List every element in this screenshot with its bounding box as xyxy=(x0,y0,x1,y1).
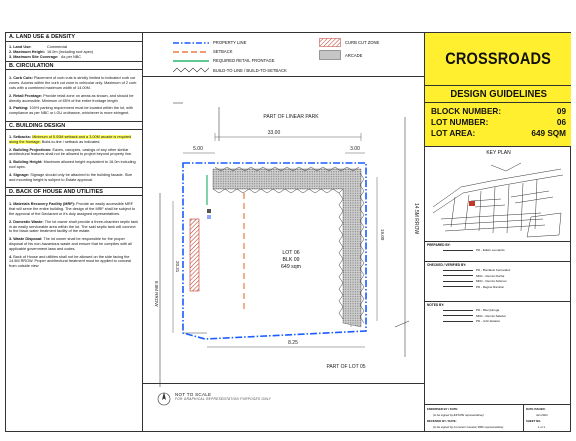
legend-retail-frontage-label: REQUIRED RETAIL FRONTAGE xyxy=(213,58,275,63)
setbacks-key: 1. Setbacks: xyxy=(9,134,32,139)
curb-cut-swatch xyxy=(319,38,341,47)
signatory-name: Dennis Rocha xyxy=(485,273,505,278)
blk-label: BLK 09 xyxy=(282,257,300,263)
signage-item xyxy=(9,173,139,183)
setbacks-text: Minimum of 5.00M setback and a 3.00M arcade is required along the frontage. xyxy=(9,134,132,144)
height-text: Maximum allowed height equivalent to 16.0m including roof apex. xyxy=(9,160,136,169)
signatory-name: Bonifacio Fernandez xyxy=(482,268,511,272)
dim-5-label: 5.00 xyxy=(193,146,203,152)
lot-number-value: 06 xyxy=(556,118,566,127)
curb-cuts-item xyxy=(9,76,139,90)
road-edge-right xyxy=(395,321,409,327)
block-number-label: BLOCK NUMBER: xyxy=(431,107,502,116)
block-number-value: 09 xyxy=(556,107,566,116)
build-to-line-swatch xyxy=(173,67,209,73)
projections-item xyxy=(9,148,139,158)
rrow-left-label: 8.0M RROW xyxy=(154,281,159,307)
signatory-line: MDC - Dennis Salazar xyxy=(425,314,571,320)
legend-property-line xyxy=(173,40,246,45)
arcade-swatch xyxy=(319,50,341,60)
curb-cuts-key: 1. Curb Cuts: xyxy=(9,76,33,81)
signage-key: 4. Signage: xyxy=(9,172,30,177)
site-coverage-row xyxy=(9,55,139,60)
prepared-by-label: PREPARED BY: xyxy=(427,243,451,247)
height-key: 3. Building Height: xyxy=(9,160,43,165)
build-to-line xyxy=(339,193,343,319)
noted-by xyxy=(425,301,571,325)
signatory-name: Regine Ramilon xyxy=(482,284,505,289)
retail-frontage-item xyxy=(9,94,139,104)
section-c-body xyxy=(6,130,142,187)
noted-by-label: NOTED BY: xyxy=(427,303,445,307)
mrf-item xyxy=(9,202,139,216)
legend-curb-cut xyxy=(319,38,379,47)
property-line-swatch xyxy=(173,41,209,45)
received-by-note: (to be signed by lot owner/ investor/ RBC representative) xyxy=(433,425,504,429)
boh-item xyxy=(9,255,139,269)
build-to-line xyxy=(213,189,343,193)
mrf-key: 1. Materials Recovery Facility (MRF): xyxy=(9,202,76,207)
project-title-box xyxy=(425,33,571,86)
endorsed-by-note: (to be signed by ESTATE representative) xyxy=(433,413,484,417)
signatory-line: PD - Regine Ramilon xyxy=(425,285,571,291)
signatory-name: Edwin Leonardo xyxy=(482,248,505,252)
legend-build-to-line-label: BUILD-TO LINE / BUILD-TO-SETBACK xyxy=(213,67,287,73)
lot-area-value: 649 SQM xyxy=(531,129,566,138)
waste-disposal-key: 3. Waste Disposal: xyxy=(9,237,43,242)
signatory-line: MDC - Dennis Soliman xyxy=(425,279,571,285)
land-use-value: Commercial xyxy=(47,45,68,49)
boh-key: 4. xyxy=(9,254,13,259)
dim-3-label: 3.00 xyxy=(350,146,360,152)
graphical-purposes-text: FOR GRAPHICAL REPRESENTATION PURPOSES ONLY xyxy=(175,397,272,401)
domestic-waste-text: The lot owner shall provide a three-chamber septic tank in an easily serviceable area within the lot. The said septic tank will connect to the black water treatment facility of the estate. xyxy=(9,219,139,234)
lot-area-label: LOT AREA: xyxy=(431,129,476,138)
signatory-line: PD - John Estacio xyxy=(425,319,571,325)
signatory-line: PD - Edwin Leonardo xyxy=(425,248,571,254)
signatory-line: PD - Bonifacio Fernandez xyxy=(425,268,571,274)
legend-setback-label: SETBACK xyxy=(213,49,233,54)
received-by-label: RECEIVED BY / DATE: xyxy=(427,419,457,423)
section-b-title: B. CIRCULATION xyxy=(6,61,142,70)
section-a-title: A. LAND USE & DENSITY xyxy=(6,33,142,42)
key-plan-map xyxy=(431,157,566,239)
site-plan-drawing xyxy=(143,77,424,397)
retail-frontage-text: Provide retail zone on areas as shown, and should be directly accessible. Minimum of 65% of the entire frontage length xyxy=(9,93,134,103)
section-d-body xyxy=(6,196,142,274)
corner-marker xyxy=(207,215,211,219)
title-block xyxy=(424,33,571,431)
signatory-name: John Estacio xyxy=(482,319,501,323)
curb-cut-zone xyxy=(190,219,199,291)
guidelines-text-column xyxy=(6,33,143,431)
legend-arcade-label: ARCADE xyxy=(345,52,363,58)
signatory-name: Mia Quiroga xyxy=(482,308,500,312)
rrow-right-label: 14.5M RROW xyxy=(413,203,419,235)
dim-bottom-label: 8.25 xyxy=(288,340,298,346)
site-coverage-value: As per NBC xyxy=(61,54,82,59)
endorsed-by-label: ENDORSED BY / DATE: xyxy=(427,407,459,411)
not-to-scale-note xyxy=(175,392,271,401)
guideline-sheet xyxy=(5,32,571,432)
project-title: CROSSROADS xyxy=(445,49,552,68)
signage-text: Signage should only be attached to the building facade. Size and mounting height is subject to Estate approval. xyxy=(9,172,133,182)
legend xyxy=(143,33,424,77)
setbacks-item xyxy=(9,135,139,145)
dim-right-label: 19.00 xyxy=(380,229,385,241)
block-number-row xyxy=(431,106,566,117)
checked-by-label: CHECKED / VERIFIED BY: xyxy=(427,263,467,267)
checked-by xyxy=(425,261,571,290)
retail-frontage-swatch xyxy=(173,59,209,63)
site-plan-column xyxy=(143,33,424,431)
property-line xyxy=(183,163,366,339)
not-to-scale-text: NOT TO SCALE xyxy=(175,392,212,397)
retail-frontage-key: 2. Retail Frontage: xyxy=(9,93,43,98)
setbacks-tail: Build-to-line / setback as indicated. xyxy=(41,139,101,144)
date-issued-label: DATE ISSUED: xyxy=(526,407,546,411)
scale-note-bar xyxy=(143,383,424,431)
section-a-body xyxy=(6,42,142,61)
sheet-number-label: SHEET NO. xyxy=(526,419,542,423)
lot-info-box xyxy=(425,103,571,147)
legend-build-to-line xyxy=(173,67,287,73)
design-guidelines-title: DESIGN GUIDELINES xyxy=(450,88,547,100)
design-guidelines-box xyxy=(425,86,571,103)
signatory-name: Dennis Soliman xyxy=(485,279,507,283)
area-label: 649 sqm xyxy=(281,264,301,270)
parking-item xyxy=(9,106,139,116)
site-plan xyxy=(143,77,424,397)
lot-area-row xyxy=(431,128,566,139)
north-arrow-icon xyxy=(157,390,171,408)
legend-property-line-label: PROPERTY LINE xyxy=(213,40,247,45)
lot-number-label: LOT NUMBER: xyxy=(431,118,489,127)
max-height-key: 2. Maximum Height: xyxy=(9,49,45,54)
signatory-line: PD - Mia Quiroga xyxy=(425,308,571,314)
projections-key: 2. Building Projections: xyxy=(9,147,52,152)
boh-text: Back of House and utilities shall not be allowed on the side facing the 14.5M RROW. Proper architectural treatment must be applied to conceal from outside view xyxy=(9,254,131,269)
land-use-key: 1. Land Use: xyxy=(9,45,32,49)
legend-retail-frontage xyxy=(173,58,275,63)
date-issued-value: Jan 2024 xyxy=(536,413,548,417)
site-coverage-key: 3. Maximum Site Coverage: xyxy=(9,54,59,59)
parking-text: 100% parking requirement must be located within the lot, with compliance as per NBC or LGU ordinance, whichever is more stringent. xyxy=(9,106,133,116)
setback-swatch xyxy=(173,50,209,54)
legend-arcade xyxy=(319,50,362,60)
curb-cuts-text: Placement of curb cuts is strictly limited to indicated curb cut zones. Access within the curb cut zone is vehicular only. Maximum of 2 curb cuts with a combined maximum width of 14.00M. xyxy=(9,76,137,90)
waste-disposal-text: The lot owner shall be responsible for the proper disposal of his non-hazardous waste and ensure that he complies with all applicable government laws and codes. xyxy=(9,237,132,251)
legend-curb-cut-label: CURB CUT ZONE xyxy=(345,40,380,45)
domestic-waste-key: 2. Domestic Waste: xyxy=(9,219,44,224)
max-height-value: 16.0m (including roof apex) xyxy=(47,49,94,54)
issue-info xyxy=(523,405,571,431)
domestic-waste-item xyxy=(9,220,139,234)
projections-text: Eaves, canopies, casings of any other similar architectural features shall not be allowed to project beyond property line. xyxy=(9,147,133,157)
dim-top-label: 33.00 xyxy=(267,130,281,136)
signatory-line: MDC - Dennis Rocha xyxy=(425,274,571,280)
key-plan-highlight xyxy=(469,201,475,206)
mrf-text: Provide an easily accessible MRF that will serve the entire building. The design of the MRF shall be subject to the approval of the Declarant or it's duly assigned representatives. xyxy=(9,202,136,216)
dim-left-label: 20.31 xyxy=(175,261,180,273)
key-plan-title: KEY PLAN xyxy=(486,150,511,156)
prepared-by xyxy=(425,241,571,254)
section-b-body xyxy=(6,70,142,121)
section-d-title: D. BACK OF HOUSE AND UTILITIES xyxy=(6,187,142,196)
height-item xyxy=(9,160,139,170)
part-lot05-label: PART OF LOT 05 xyxy=(326,364,366,370)
lot-number-row xyxy=(431,117,566,128)
waste-disposal-item xyxy=(9,237,139,251)
section-c-title: C. BUILDING DESIGN xyxy=(6,121,142,130)
signatory-name: Dennis Salazar xyxy=(485,313,506,318)
approval-footer xyxy=(425,404,571,431)
parking-key: 3. Parking: xyxy=(9,106,29,111)
legend-setback xyxy=(173,49,233,54)
corner-marker xyxy=(207,209,211,213)
linear-park-label: PART OF LINEAR PARK xyxy=(263,114,319,120)
lot-label: LOT 06 xyxy=(282,250,300,256)
sheet-number-value: 1 of 1 xyxy=(538,425,545,429)
